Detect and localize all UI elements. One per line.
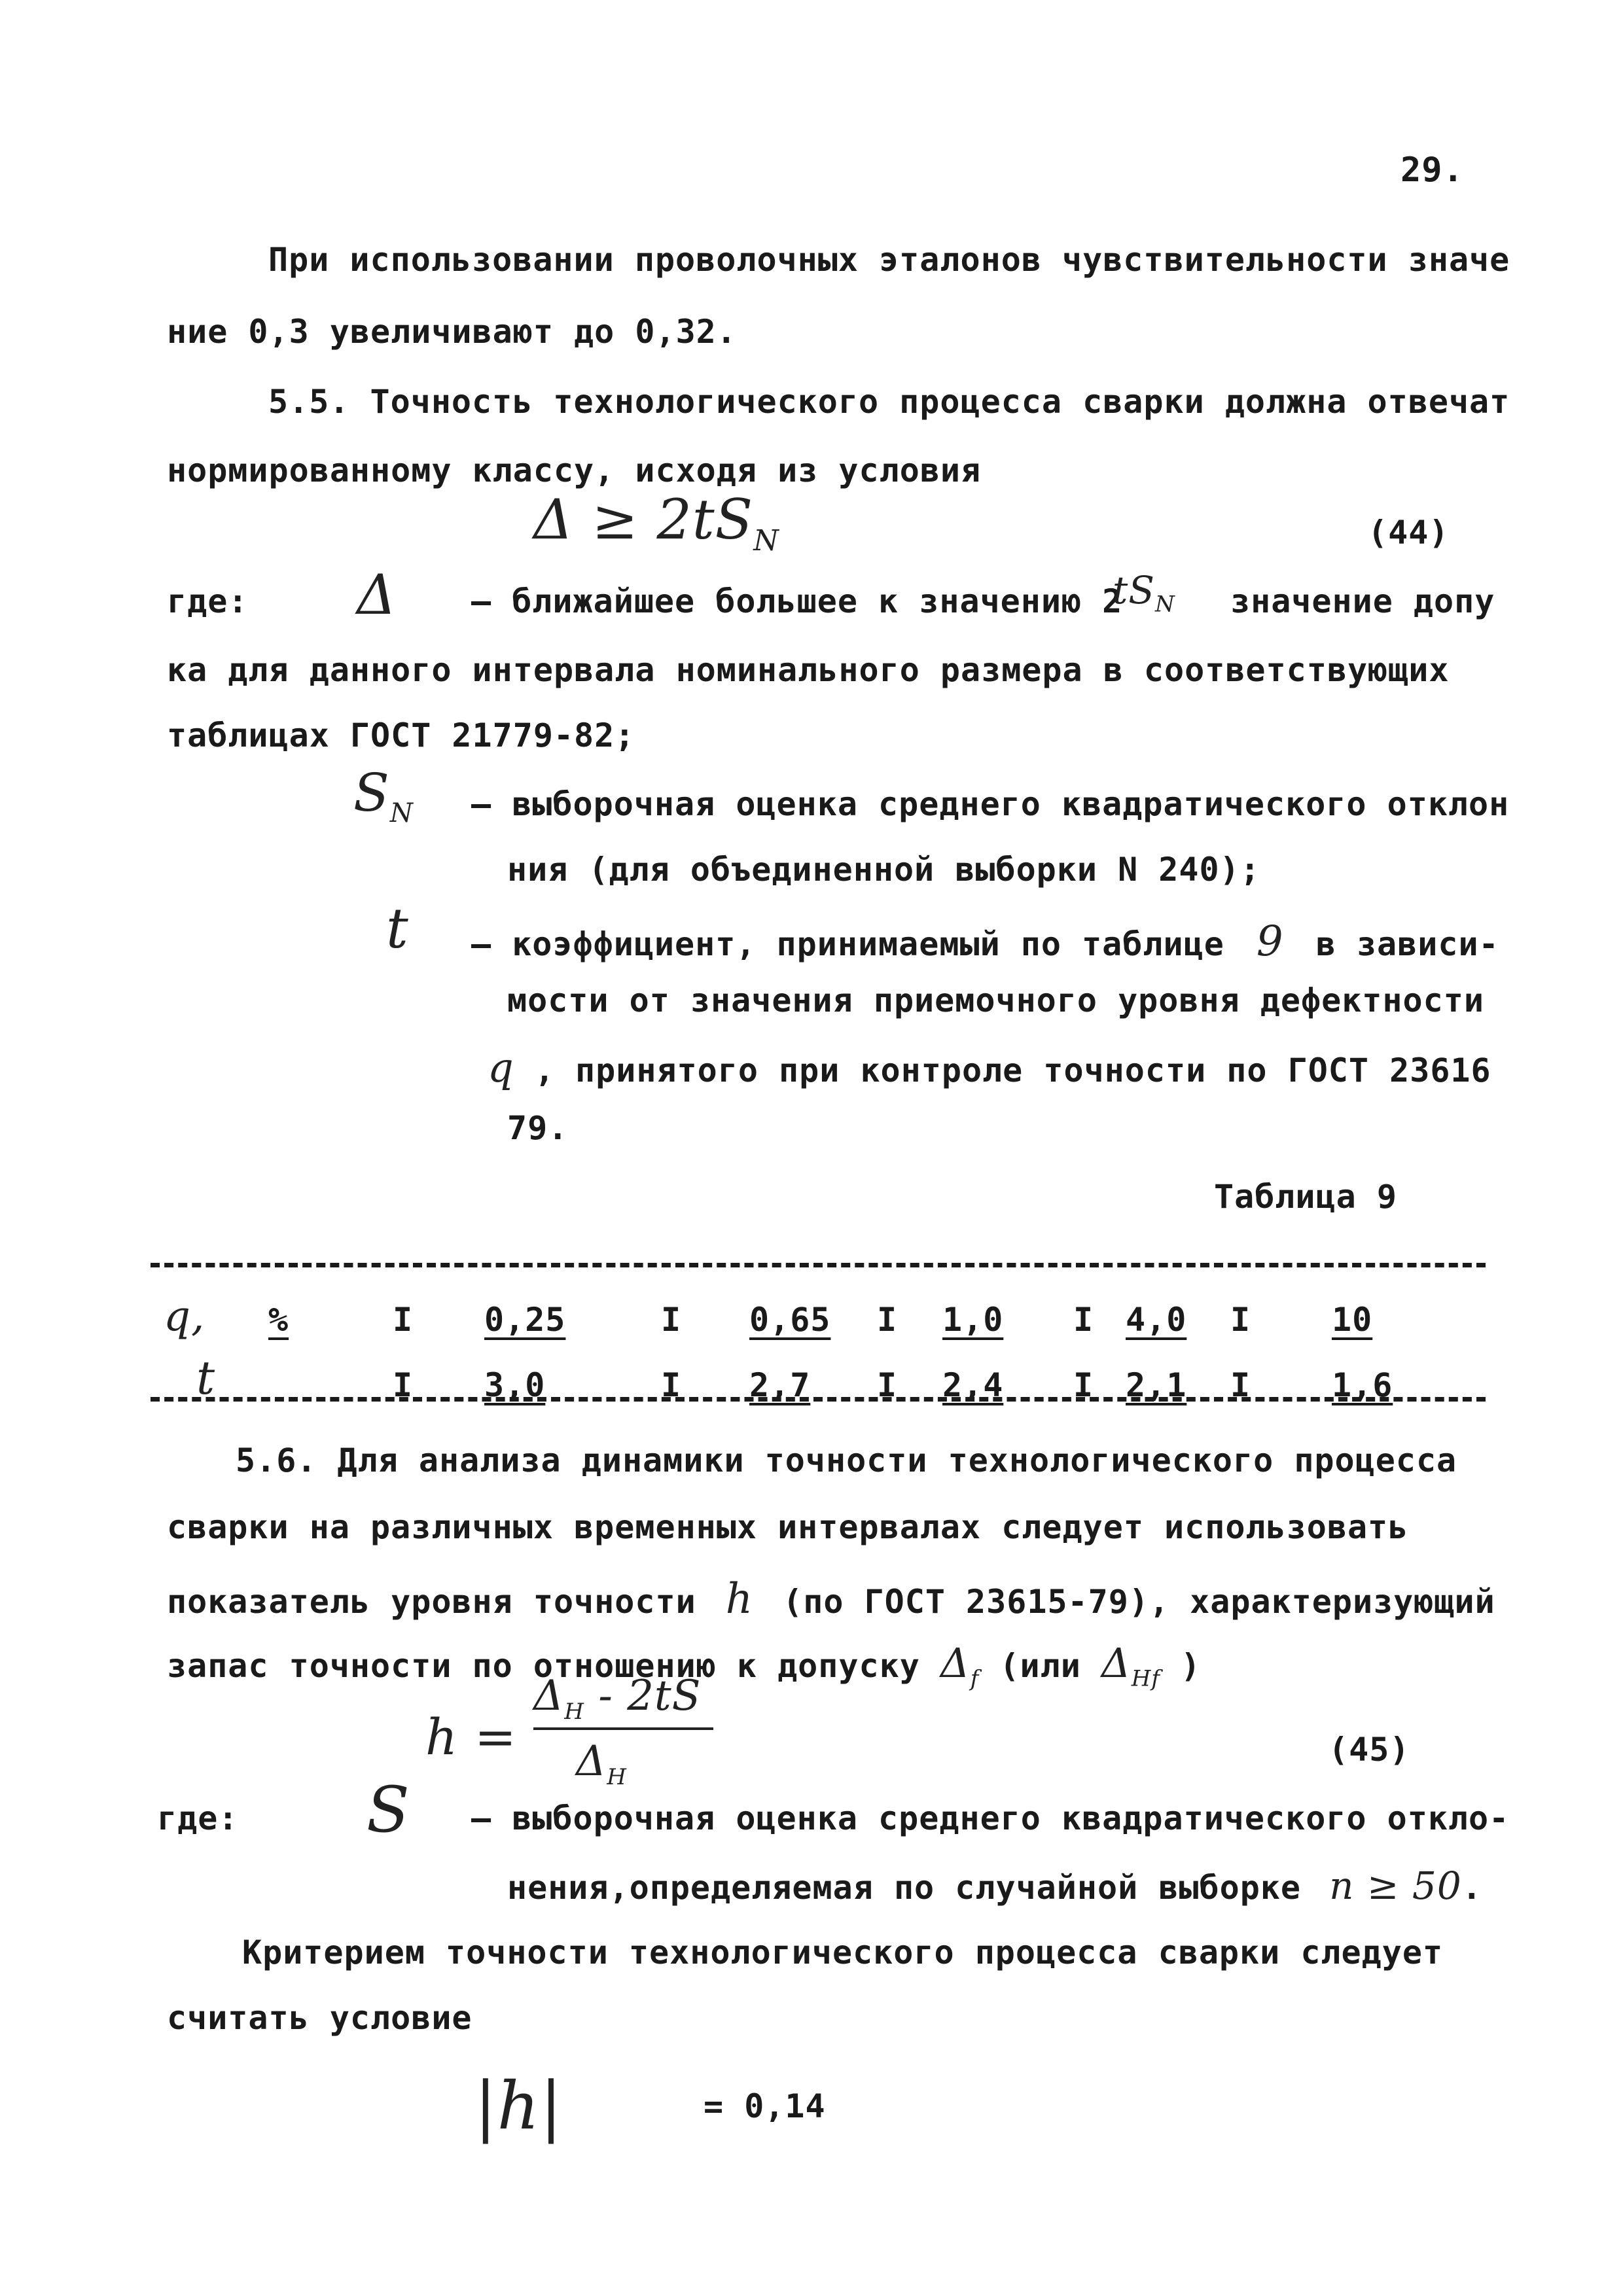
- sn-symbol-s: S: [353, 762, 390, 823]
- where-label-1: где:: [167, 582, 249, 620]
- table-separator: I: [877, 1301, 898, 1339]
- delta-f-sub: f: [970, 1665, 980, 1692]
- page-number: 29.: [1400, 150, 1464, 190]
- table-ref-9: 9: [1256, 917, 1284, 966]
- section-5-5-line-2: нормированному классу, исходя из условия: [167, 451, 982, 489]
- intro-line-2: ние 0,3 увеличивают до 0,32.: [167, 313, 737, 351]
- table-row-2-value-3: 2,4: [942, 1366, 1004, 1404]
- where-3-line-3: [488, 1044, 1491, 1091]
- delta-f-delta: Δ: [940, 1639, 971, 1687]
- formula-44-number: (44): [1368, 514, 1450, 552]
- where-3-line-2: мости от значения приемочного уровня дефектности: [507, 981, 1484, 1019]
- formula-44-expr: Δ ≥ 2tS: [533, 487, 754, 552]
- table-row-1-label: q,: [164, 1292, 205, 1341]
- q-symbol: q: [488, 1044, 514, 1091]
- delta-hf-delta: Δ: [1101, 1639, 1132, 1687]
- section-5-6-line-4a: запас точности по отношению к допуску: [167, 1647, 920, 1685]
- formula-45-num-delta: Δ: [533, 1672, 565, 1720]
- sn-symbol-sub: N: [389, 798, 414, 828]
- section-5-5-line-1: 5.5. Точность технологического процесса сварки должна отвечат: [268, 383, 1510, 421]
- section-5-6-line-1: 5.6. Для анализа динамики точности технологического процесса: [236, 1441, 1457, 1479]
- section-5-6-line-2: сварки на различных временных интервалах следует использовать: [167, 1508, 1409, 1546]
- table-row-2-value-1: 3,0: [484, 1366, 546, 1404]
- where-2-line-1: – выборочная оценка среднего квадратического отклон: [471, 785, 1510, 823]
- section-5-6-line-3a: показатель уровня точности: [167, 1583, 696, 1621]
- where-1-line-1a: – ближайшее большее к значению 2: [471, 582, 1123, 620]
- where-3-line-1-text: – коэффициент, принимаемый по таблице: [471, 925, 1224, 963]
- where-4-line-2: [507, 1863, 1482, 1908]
- formula-45-num-sub: H: [564, 1698, 584, 1725]
- table-separator: I: [661, 1301, 682, 1339]
- section-5-6-line-4b: (или: [999, 1647, 1081, 1685]
- formula-45-denominator: [576, 1737, 627, 1790]
- formula-final-rhs: = 0,14: [704, 2087, 826, 2125]
- table-row-2-value-5: 1,6: [1332, 1366, 1393, 1404]
- table-separator: I: [1230, 1301, 1251, 1339]
- section-5-6-line-4c: ): [1181, 1647, 1202, 1685]
- section-5-6-line-3: [167, 1575, 1495, 1623]
- where-3-line-1: [471, 917, 1499, 966]
- table-separator: I: [1073, 1301, 1094, 1339]
- where-2-line-2: ния (для объединенной выборки N 240);: [507, 851, 1260, 889]
- formula-final-abs-h: |h|: [474, 2068, 563, 2144]
- where-4-line-1: – выборочная оценка среднего квадратического откло-: [471, 1799, 1510, 1837]
- table-row-1-value-3: 1,0: [942, 1301, 1004, 1339]
- table-separator: I: [1073, 1366, 1094, 1404]
- formula-44: [533, 487, 779, 557]
- section-5-6-line-3b: (по ГОСТ 23615-79), характеризующий: [783, 1583, 1495, 1621]
- where-1-tsn-sym: tS: [1113, 568, 1156, 612]
- table-row-1-unit: %: [268, 1301, 289, 1339]
- delta-f-symbol: [940, 1639, 980, 1692]
- table-row-2-value-4: 2,1: [1126, 1366, 1187, 1404]
- where-1-line-3: таблицах ГОСТ 21779-82;: [167, 716, 635, 754]
- where-1-tsn-sub: N: [1155, 591, 1175, 618]
- formula-45-numerator: [533, 1672, 701, 1725]
- where-1-tsn: [1113, 568, 1175, 618]
- formula-44-sub: N: [753, 523, 779, 557]
- where-3-line-1-end: в зависи-: [1315, 925, 1499, 963]
- where-label-2: где:: [157, 1799, 239, 1837]
- table-row-1-value-2: 0,65: [749, 1301, 831, 1339]
- table-caption: Таблица 9: [1214, 1178, 1397, 1216]
- criterion-line-1: Критерием точности технологического процесса сварки следует: [242, 1934, 1444, 1971]
- table-row-1-value-5: 10: [1332, 1301, 1373, 1339]
- delta-symbol: Δ: [357, 563, 397, 627]
- table-separator: I: [393, 1301, 414, 1339]
- where-3-line-4: 79.: [507, 1109, 569, 1147]
- formula-45-den-delta: Δ: [576, 1737, 607, 1786]
- formula-45-lhs: h =: [425, 1708, 517, 1766]
- where-4-line-2b: .: [1461, 1869, 1482, 1907]
- table-top-rule: [151, 1263, 1486, 1267]
- t-symbol: t: [386, 896, 409, 961]
- where-1-line-1b: значение допу: [1230, 582, 1495, 620]
- delta-hf-symbol: [1101, 1639, 1160, 1692]
- table-separator: I: [661, 1366, 682, 1404]
- intro-line-1: При использовании проволочных эталонов чувствительности значе: [268, 241, 1510, 279]
- sn-symbol: [353, 762, 414, 828]
- where-1-line-2: ка для данного интервала номинального размера в соответствующих: [167, 651, 1450, 689]
- h-symbol: h: [725, 1575, 753, 1623]
- formula-45-fraction-bar: [533, 1727, 713, 1730]
- table-row-2-value-2: 2,7: [749, 1366, 811, 1404]
- table-row-1-value-4: 4,0: [1126, 1301, 1187, 1339]
- n-condition: n ≥ 50: [1329, 1863, 1462, 1908]
- table-bottom-rule: [151, 1397, 1486, 1402]
- table-separator: I: [877, 1366, 898, 1404]
- where-4-line-2a: нения,определяемая по случайной выборке: [507, 1869, 1301, 1907]
- s-symbol: S: [366, 1773, 410, 1846]
- formula-45-den-sub: H: [607, 1763, 627, 1790]
- table-row-2-label: t: [196, 1351, 216, 1405]
- formula-45-num-rest: - 2tS: [584, 1672, 702, 1720]
- delta-hf-sub: Hf: [1131, 1665, 1160, 1692]
- formula-45-number: (45): [1329, 1731, 1410, 1769]
- where-3-line-3-text: , принятого при контроле точности по ГОСТ 23616: [534, 1051, 1491, 1089]
- table-separator: I: [393, 1366, 414, 1404]
- criterion-line-2: считать условие: [167, 1999, 473, 2037]
- table-row-1-value-1: 0,25: [484, 1301, 566, 1339]
- table-separator: I: [1230, 1366, 1251, 1404]
